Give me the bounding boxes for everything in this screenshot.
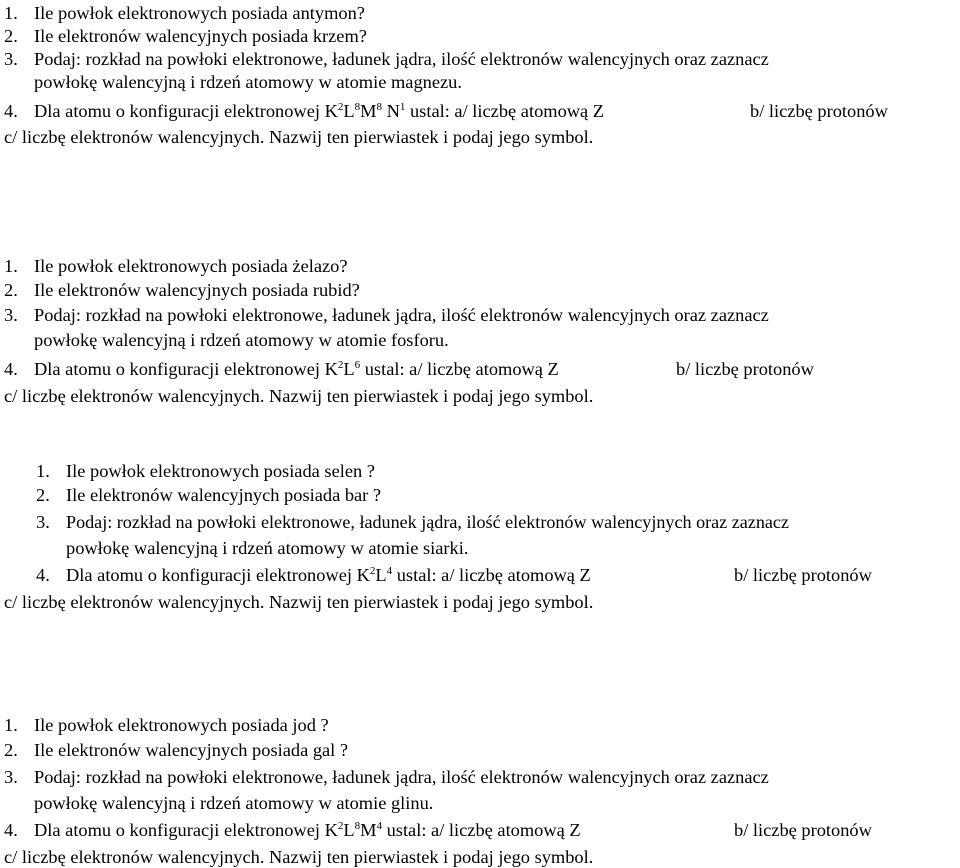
question-number: 1. <box>36 461 50 481</box>
electron-configuration <box>325 359 361 379</box>
shell-symbol: L <box>343 820 355 840</box>
shell-count: 1 <box>399 101 406 113</box>
question-number: 1. <box>4 715 18 735</box>
shell-symbol: K <box>324 359 338 379</box>
question-text: powłokę walencyjną i rdzeń atomowy w atomie glinu. <box>34 793 434 813</box>
shell-count: 8 <box>354 101 361 113</box>
question-text: Ile powłok elektronowych posiada jod ? <box>34 715 329 735</box>
shell-count: 2 <box>337 820 344 832</box>
shell-count: 2 <box>369 565 376 577</box>
question-text: Ile elektronów walencyjnych posiada rubid? <box>34 280 360 300</box>
question-number: 1. <box>4 256 18 276</box>
question-text: Ile powłok elektronowych posiada selen ? <box>66 461 375 481</box>
question-number: 2. <box>4 280 18 300</box>
shell-symbol: K <box>324 101 338 121</box>
shell-symbol: K <box>356 565 370 585</box>
question-number: 2. <box>36 485 50 505</box>
shell-count: 8 <box>376 101 382 113</box>
question-text: c/ liczbę elektronów walencyjnych. Nazwij ten pierwiastek i podaj jego symbol. <box>4 847 594 867</box>
question-text <box>34 100 604 122</box>
question-number: 2. <box>4 740 18 760</box>
shell-count: 8 <box>354 820 361 832</box>
question-number: 4. <box>4 820 18 840</box>
shell-symbol: K <box>324 820 338 840</box>
question-number: 3. <box>4 767 18 787</box>
question-text: Podaj: rozkład na powłoki elektronowe, ładunek jądra, ilość elektronów walencyjnych oraz zaznacz <box>34 305 769 325</box>
question-text <box>66 564 591 586</box>
question-text: Ile powłok elektronowych posiada antymon? <box>34 3 365 23</box>
electron-configuration <box>325 820 382 840</box>
part-a: ustal: a/ liczbę atomową Z <box>409 101 605 121</box>
shell-count: 2 <box>337 101 344 113</box>
shell-count: 6 <box>354 359 361 371</box>
question-prefix: Dla atomu o konfiguracji elektronowej <box>34 820 320 840</box>
question-text: Ile elektronów walencyjnych posiada bar ? <box>66 485 382 505</box>
question-number: 4. <box>4 359 18 379</box>
question-number: 4. <box>36 565 50 585</box>
shell-symbol: L <box>375 565 387 585</box>
shell-count: 4 <box>386 565 393 577</box>
shell-symbol: M <box>360 101 377 121</box>
part-b: b/ liczbę protonów <box>734 820 872 840</box>
electron-configuration <box>325 101 406 121</box>
part-a: ustal: a/ liczbę atomową Z <box>386 820 581 840</box>
question-number: 4. <box>4 101 18 121</box>
question-prefix: Dla atomu o konfiguracji elektronowej <box>34 359 320 379</box>
shell-symbol: M <box>360 820 377 840</box>
part-a: ustal: a/ liczbę atomową Z <box>396 565 591 585</box>
question-text: Ile powłok elektronowych posiada żelazo? <box>34 256 348 276</box>
shell-symbol: L <box>343 359 355 379</box>
question-text: powłokę walencyjną i rdzeń atomowy w atomie fosforu. <box>34 330 449 350</box>
part-b: b/ liczbę protonów <box>750 101 888 121</box>
part-b: b/ liczbę protonów <box>734 565 872 585</box>
question-text <box>34 819 581 841</box>
electron-configuration <box>357 565 393 585</box>
question-text: Podaj: rozkład na powłoki elektronowe, ładunek jądra, ilość elektronów walencyjnych oraz zaznacz <box>66 512 789 532</box>
question-text: powłokę walencyjną i rdzeń atomowy w atomie magnezu. <box>34 72 462 92</box>
question-prefix: Dla atomu o konfiguracji elektronowej <box>66 565 352 585</box>
question-number: 3. <box>4 305 18 325</box>
question-text: Ile elektronów walencyjnych posiada krzem? <box>34 26 367 46</box>
question-text: Ile elektronów walencyjnych posiada gal ? <box>34 740 349 760</box>
question-number: 3. <box>4 49 18 69</box>
part-a: ustal: a/ liczbę atomową Z <box>364 359 559 379</box>
question-prefix: Dla atomu o konfiguracji elektronowej <box>34 101 320 121</box>
question-number: 3. <box>36 512 50 532</box>
shell-symbol: N <box>386 101 400 121</box>
question-text: Podaj: rozkład na powłoki elektronowe, ładunek jądra, ilość elektronów walencyjnych oraz zaznacz <box>34 49 769 69</box>
question-text: c/ liczbę elektronów walencyjnych. Nazwij ten pierwiastek i podaj jego symbol. <box>4 127 594 147</box>
question-text: powłokę walencyjną i rdzeń atomowy w atomie siarki. <box>66 538 469 558</box>
question-text <box>34 358 559 380</box>
question-number: 2. <box>4 26 18 46</box>
question-number: 1. <box>4 3 18 23</box>
shell-count: 4 <box>376 820 382 832</box>
question-text: Podaj: rozkład na powłoki elektronowe, ładunek jądra, ilość elektronów walencyjnych oraz zaznacz <box>34 767 769 787</box>
question-text: c/ liczbę elektronów walencyjnych. Nazwij ten pierwiastek i podaj jego symbol. <box>4 386 594 406</box>
shell-symbol: L <box>343 101 355 121</box>
question-text: c/ liczbę elektronów walencyjnych. Nazwij ten pierwiastek i podaj jego symbol. <box>4 592 594 612</box>
shell-count: 2 <box>337 359 344 371</box>
part-b: b/ liczbę protonów <box>676 359 814 379</box>
